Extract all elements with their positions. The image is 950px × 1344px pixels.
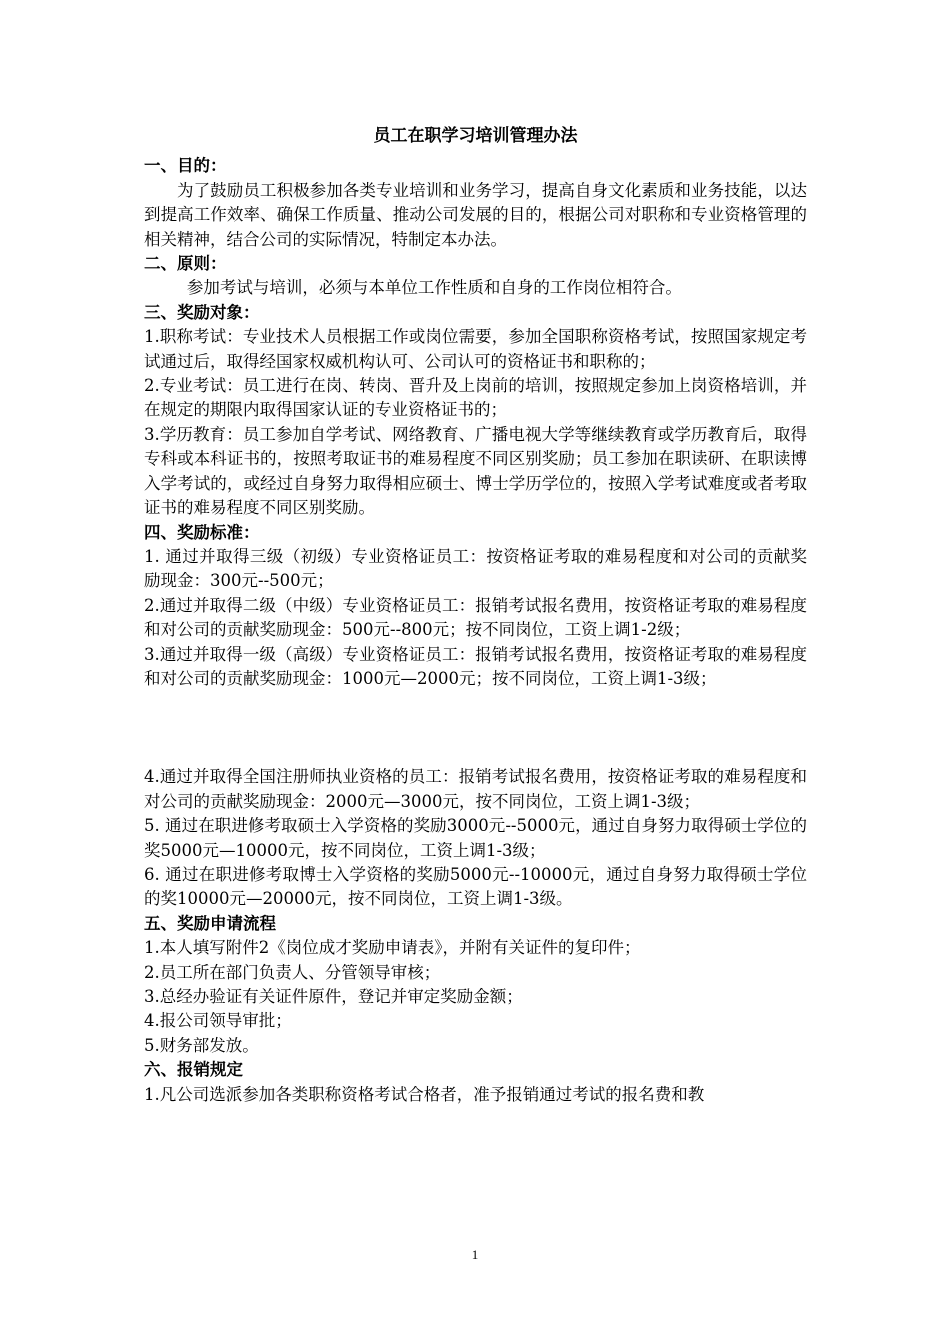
paragraph-principle: 参加考试与培训，必须与本单位工作性质和自身的工作岗位相符合。 xyxy=(186,278,682,298)
section-heading-reimbursement: 六、报销规定 xyxy=(144,1060,243,1080)
list-item: 4.通过并取得全国注册师执业资格的员工：报销考试报名费用，按资格证考取的难易程度和对公司的贡献奖励现金：2000元—3000元，按不同岗位，工资上调1-3级； xyxy=(144,767,807,811)
list-item: 6. 通过在职进修考取博士入学资格的奖励5000元--10000元，通过自身努力取得硕士学位的奖10000元—20000元，按不同岗位，工资上调1-3级。 xyxy=(144,864,807,909)
list-item: 3.总经办验证有关证件原件，登记并审定奖励金额； xyxy=(144,987,523,1006)
list-item: 5.财务部发放。 xyxy=(144,1035,259,1055)
section-heading-application-process: 五、奖励申请流程 xyxy=(144,913,276,933)
section-heading-reward-target: 三、奖励对象： xyxy=(144,302,260,322)
page-number: 1 xyxy=(471,1247,479,1262)
list-item: 2.员工所在部门负责人、分管领导审核； xyxy=(144,962,441,982)
list-item: 3.学历教育：员工参加自学考试、网络教育、广播电视大学等继续教育或学历教育后，取得专科或本科证书的，按照考取证书的难易程度不同区别奖励；员工参加在职读研、在职读博入学考试的，或经过自身努力取得相应硕士、博士学历学位的，按照入学考试难度或者考取证书的难易程度不同区别奖励。 xyxy=(144,424,807,518)
list-item: 2.专业考试：员工进行在岗、转岗、晋升及上岗前的培训，按照规定参加上岗资格培训，并在规定的期限内取得国家认证的专业资格证书的； xyxy=(144,376,807,420)
list-item: 1.本人填写附件2《岗位成才奖励申请表》，并附有关证件的复印件； xyxy=(144,938,641,958)
list-item: 1. 通过并取得三级（初级）专业资格证员工：按资格证考取的难易程度和对公司的贡献奖励现金：300元--500元； xyxy=(144,546,807,591)
list-item: 2.通过并取得二级（中级）专业资格证员工：报销考试报名费用，按资格证考取的难易程度和对公司的贡献奖励现金：500元--800元；按不同岗位，工资上调1-2级； xyxy=(144,595,807,640)
list-item: 1.凡公司选派参加各类职称资格考试合格者，准予报销通过考试的报名费和教 xyxy=(144,1084,705,1104)
list-item: 1.职称考试：专业技术人员根据工作或岗位需要，参加全国职称资格考试，按照国家规定考试通过后，取得经国家权威机构认可、公司认可的资格证书和职称的； xyxy=(144,327,807,371)
section-heading-principle: 二、原则： xyxy=(144,254,227,274)
list-item: 5. 通过在职进修考取硕士入学资格的奖励3000元--5000元，通过自身努力取得硕士学位的奖5000元—10000元，按不同岗位，工资上调1-3级； xyxy=(144,816,807,860)
document-title: 员工在职学习培训管理办法 xyxy=(373,126,578,146)
section-heading-purpose: 一、目的： xyxy=(144,156,227,176)
blank-space xyxy=(144,691,807,765)
paragraph-purpose: 为了鼓励员工积极参加各类专业培训和业务学习，提高自身文化素质和业务技能，以达到提高工作效率、确保工作质量、推动公司发展的目的，根据公司对职称和专业资格管理的相关精神，结合公司的实际情况，特制定本办法。 xyxy=(144,180,807,249)
list-item: 3.通过并取得一级（高级）专业资格证员工：报销考试报名费用，按资格证考取的难易程度和对公司的贡献奖励现金：1000元—2000元；按不同岗位，工资上调1-3级； xyxy=(144,644,807,688)
section-heading-reward-standard: 四、奖励标准： xyxy=(144,522,260,542)
list-item: 4.报公司领导审批； xyxy=(144,1011,292,1031)
document-body xyxy=(144,124,807,1107)
